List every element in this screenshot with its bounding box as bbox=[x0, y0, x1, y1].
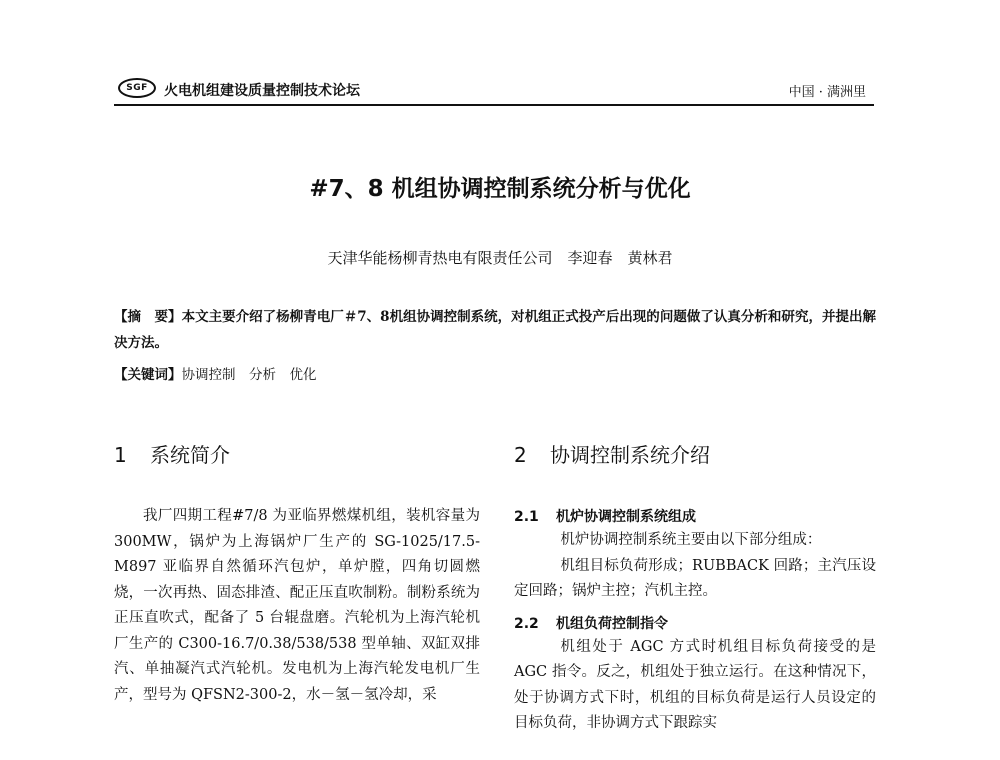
keywords bbox=[114, 363, 876, 387]
subsection-2-2-heading bbox=[514, 613, 876, 635]
section-2-title: 协调控制系统介绍 bbox=[550, 443, 710, 467]
subsection-2-2-para: 机组处于 AGC 方式时机组目标负荷接受的是 AGC 指令。反之，机组处于独立运行。在这种情况下，处于协调方式下时，机组的目标负荷是运行人员设定的目标负荷，非协调方式下跟踪实 bbox=[514, 638, 876, 731]
right-column bbox=[514, 440, 876, 737]
header-rule bbox=[114, 104, 874, 106]
section-1-body: 我厂四期工程#7/8 为亚临界燃煤机组，装机容量为 300MW，锅炉为上海锅炉厂生产的 SG-1025/17.5-M897 亚临界自然循环汽包炉，单炉膛，四角切圆燃烧，一次再热、固态排渣、配正压直吹制粉。制粉系统为正压直吹式，配备了 5 台辊盘磨。汽轮机为上海汽轮机厂生产的 C300-16.7/0.38/538/538 型单轴、双缸双排汽、单抽凝汽式汽轮机。发电机为上海汽轮发电机厂生产，型号为 QFSN2-300-2，水－氢－氢冷却，采 bbox=[114, 508, 480, 703]
subsection-2-1-heading bbox=[514, 506, 876, 528]
subsection-2-1-number: 2.1 bbox=[514, 509, 539, 525]
logo-text: SGF bbox=[126, 83, 148, 93]
subsection-2-1-para-2: 机组目标负荷形成；RUBBACK 回路；主汽压设定回路；锅炉主控；汽机主控。 bbox=[514, 557, 876, 599]
section-2-number: 2 bbox=[514, 443, 527, 467]
section-1-number: 1 bbox=[114, 443, 127, 467]
abstract-label: 【摘 要】 bbox=[114, 309, 182, 325]
forum-logo bbox=[118, 78, 156, 98]
subsection-2-1-para-1: 机炉协调控制系统主要由以下部分组成： bbox=[560, 532, 822, 548]
page-header bbox=[114, 74, 874, 104]
section-1-heading bbox=[114, 440, 480, 470]
abstract-text: 本文主要介绍了杨柳青电厂＃7、8机组协调控制系统，对机组正式投产后出现的问题做了认真分析和研究，并提出解决方法。 bbox=[114, 309, 877, 351]
keywords-label: 【关键词】 bbox=[114, 367, 182, 383]
keywords-text: 协调控制 分析 优化 bbox=[181, 367, 317, 383]
subsection-2-2-number: 2.2 bbox=[514, 615, 539, 632]
section-1-title: 系统简介 bbox=[150, 443, 230, 467]
conference-location: 中国 · 满洲里 bbox=[788, 85, 866, 100]
paper-authors: 天津华能杨柳青热电有限责任公司 李迎春 黄林君 bbox=[327, 249, 673, 267]
forum-title: 火电机组建设质量控制技术论坛 bbox=[164, 83, 360, 99]
section-2-heading bbox=[514, 440, 876, 470]
subsection-2-1-title: 机炉协调控制系统组成 bbox=[556, 509, 696, 525]
abstract bbox=[114, 304, 876, 356]
subsection-2-2-title: 机组负荷控制指令 bbox=[556, 615, 668, 632]
left-column bbox=[114, 440, 480, 708]
paper-title: #7、8 机组协调控制系统分析与优化 bbox=[309, 176, 691, 202]
